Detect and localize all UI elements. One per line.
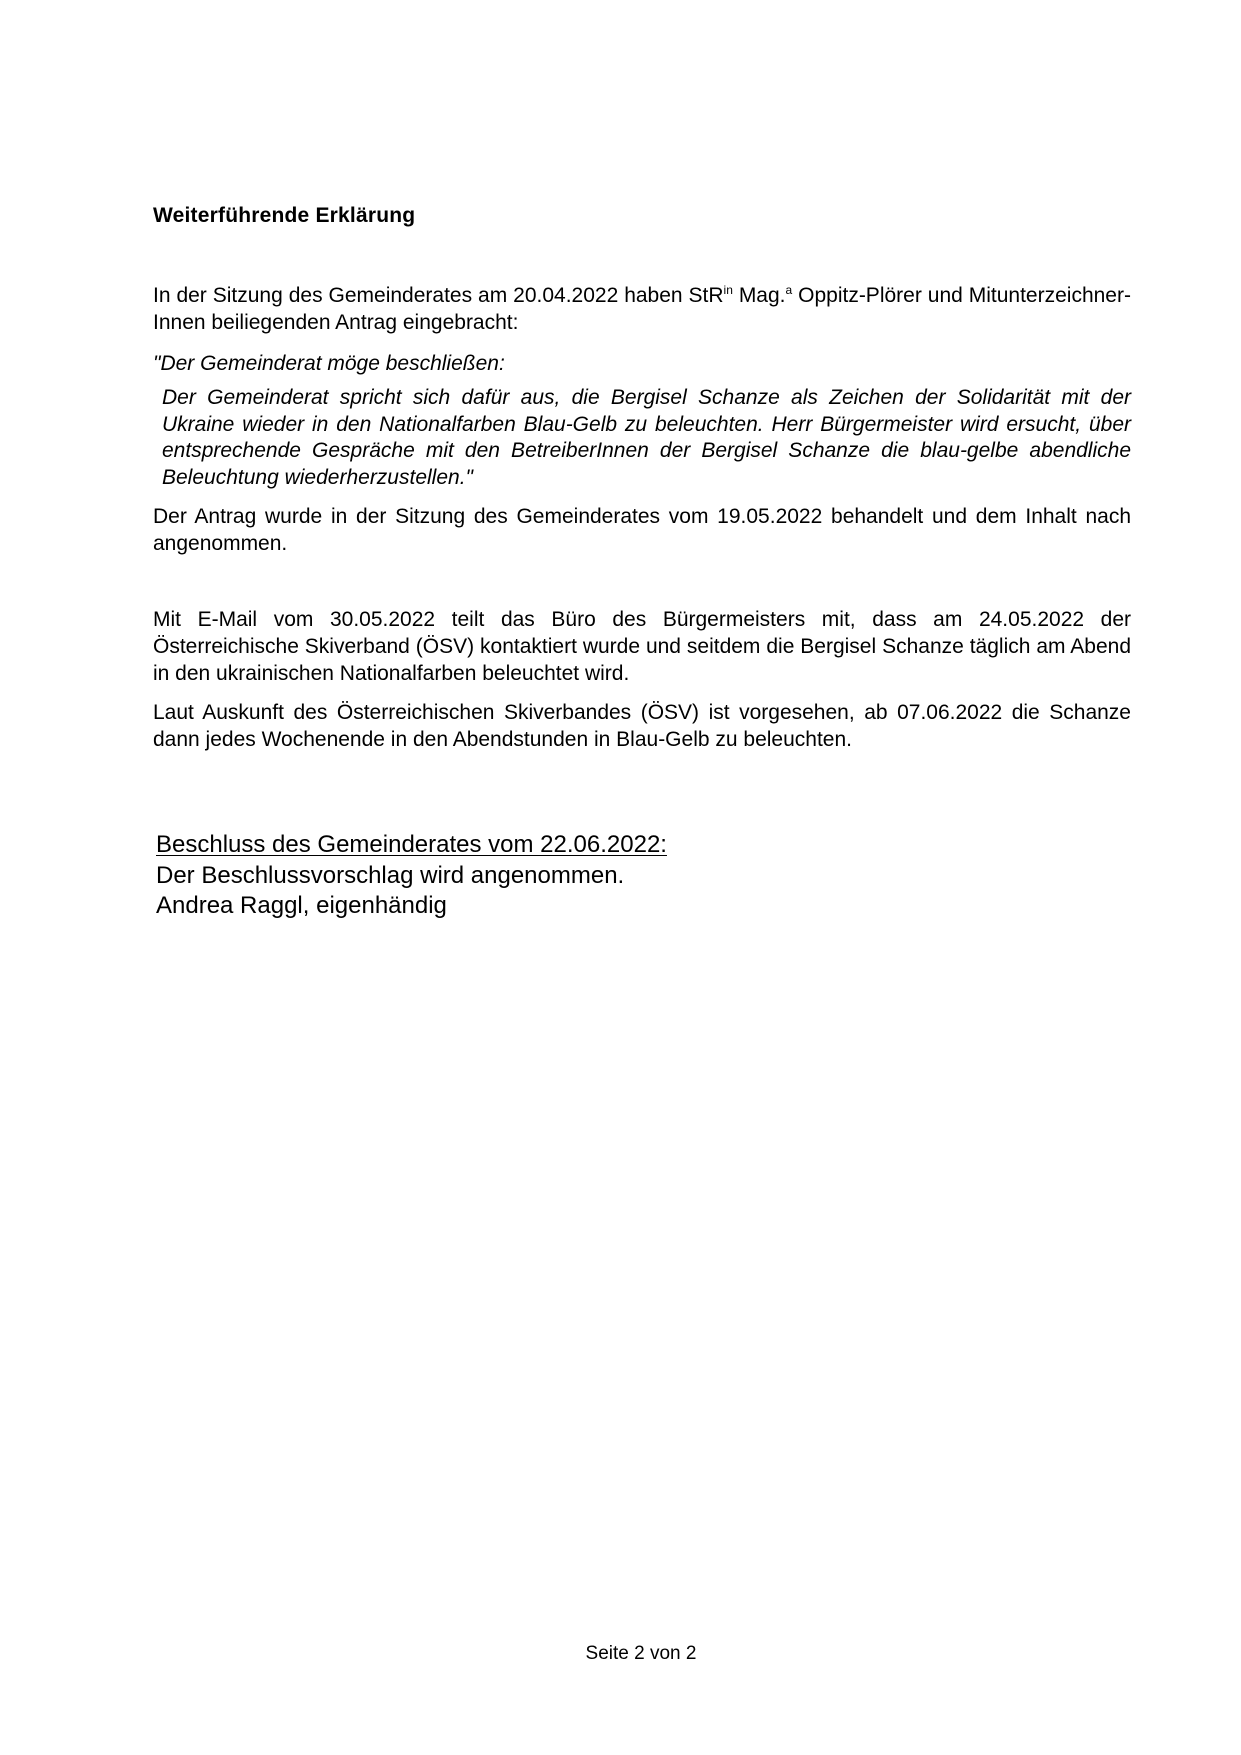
page-footer: Seite 2 von 2 xyxy=(585,1643,697,1664)
p1-superscript-a: a xyxy=(785,283,793,297)
p1-text-b: Mag. xyxy=(732,284,786,307)
p1-text-c: Oppitz-Plörer und MitunterzeichnerInnen beiliegenden Antrag eingebracht: xyxy=(153,284,1131,334)
section-heading: Weiterführende Erklärung xyxy=(153,204,416,227)
quote-body: Der Gemeinderat spricht sich dafür aus, die Bergisel Schanze als Zeichen der Solidarität mit der Ukraine wieder in den Nationalfarben Blau-Gelb zu beleuchten. Herr Bürgermeister wird ersucht, über entsprechende Gespräche mit den BetreiberInnen der Bergisel Schanze die blau-gelbe abendliche Beleuchtung wiederherzustellen." xyxy=(162,386,1131,489)
paragraph-osv-info: Laut Auskunft des Österreichischen Skiverbandes (ÖSV) ist vorgesehen, ab 07.06.2022 die Schanze dann jedes Wochenende in den Abendstunden in Blau-Gelb zu beleuchten. xyxy=(153,701,1131,751)
decision-block xyxy=(156,830,667,922)
p1-text-a: In der Sitzung des Gemeinderates am 20.04.2022 haben StR xyxy=(153,284,724,307)
paragraph-treatment: Der Antrag wurde in der Sitzung des Gemeinderates vom 19.05.2022 behandelt und dem Inhalt nach angenommen. xyxy=(153,505,1131,555)
decision-signature: Andrea Raggl, eigenhändig xyxy=(156,892,447,919)
decision-result: Der Beschlussvorschlag wird angenommen. xyxy=(156,861,625,889)
decision-title: Beschluss des Gemeinderates vom 22.06.2022: xyxy=(156,831,667,858)
p1-superscript-in: in xyxy=(723,283,733,297)
quote-intro: "Der Gemeinderat möge beschließen: xyxy=(153,352,505,375)
paragraph-motion-intro xyxy=(153,282,1131,336)
paragraph-email: Mit E-Mail vom 30.05.2022 teilt das Büro des Bürgermeisters mit, dass am 24.05.2022 der Österreichische Skiverband (ÖSV) kontaktiert wurde und seitdem die Bergisel Schanze täglich am Abend in den ukrainischen Nationalfarben beleuchtet wird. xyxy=(153,608,1131,685)
